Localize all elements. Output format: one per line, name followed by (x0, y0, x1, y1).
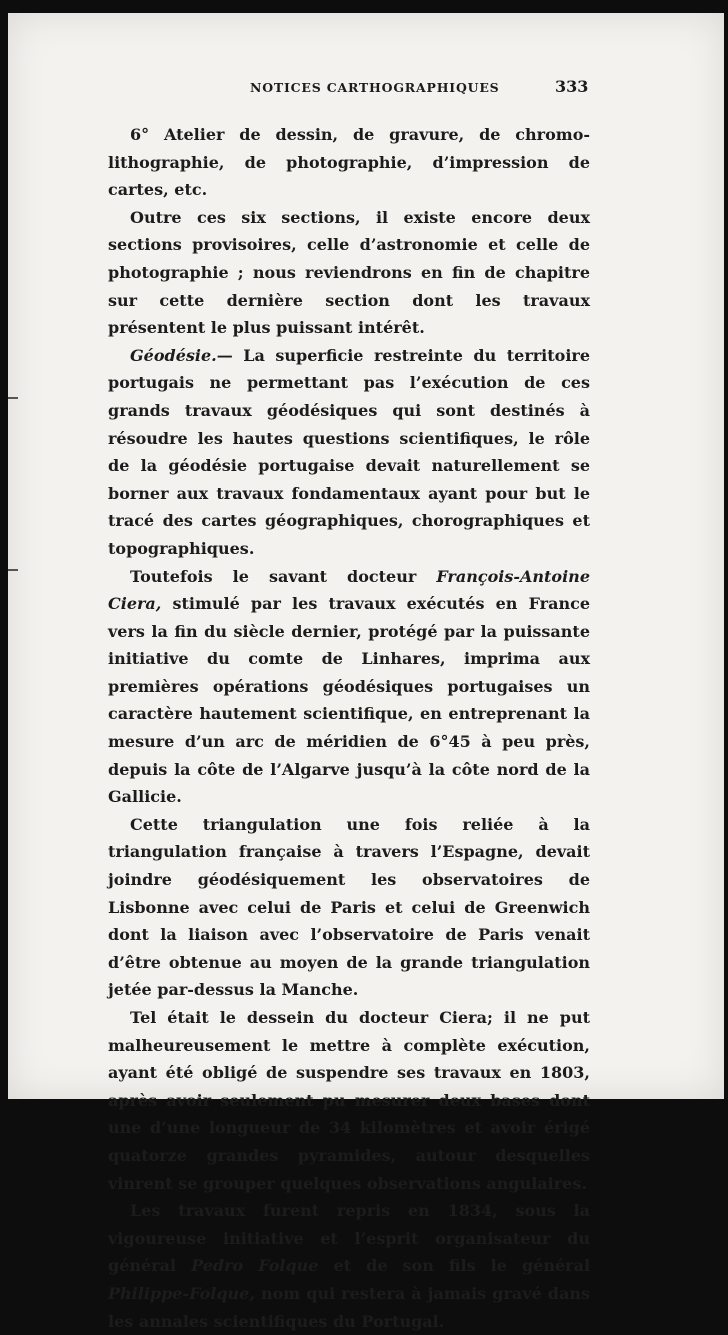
paragraph (108, 811, 590, 1004)
paragraph (108, 342, 590, 563)
text-segment: Tel était le dessein du docteur Ciera; il ne put malheureusement le mettre à complète exécution, ayant été obligé de suspendre ses travaux en 1803, après avoir seulement pu mesurer deux bases dont une d’une longueur de 34 kilomètres et avoir érigé quatorze grandes pyramides, autour desquelles vinrent se grouper quelques observations angulaires. (108, 1008, 590, 1193)
paragraph (108, 204, 590, 342)
italic-text: Philippe-Folque, (108, 1283, 255, 1303)
text-segment: nom qui restera à jamais gravé dans les annales scientifiques du Portugal. (108, 1283, 590, 1331)
edge-mark (8, 569, 18, 571)
text-segment: Outre ces six sections, il existe encore deux sections provisoires, celle d’astronomie et celle de photographie ; nous reviendrons en fin de chapitre sur cette dernière section dont les travaux présentent le plus puissant intérêt. (108, 207, 590, 338)
paragraph (108, 563, 590, 811)
text-segment: Les travaux furent repris en 1834, sous la vigoureuse initiative et l’esprit organisateur du général (108, 1201, 590, 1276)
body-text (108, 121, 590, 1335)
italic-text: Pedro Folque (191, 1256, 319, 1276)
page-header (250, 77, 728, 101)
page-number: 333 (555, 77, 589, 96)
text-segment: 6° Atelier de dessin, de gravure, de chromo-lithographie, de photographie, d’impression de cartes, etc. (108, 125, 590, 200)
paragraph (108, 121, 590, 204)
italic-text: Géodésie. (130, 345, 217, 365)
paragraph (108, 1197, 590, 1335)
running-title: NOTICES CARTHOGRAPHIQUES (250, 80, 500, 95)
text-segment: et de son fils le général (318, 1256, 591, 1276)
italic-text: François-Antoine Ciera, (108, 566, 590, 614)
text-segment: Cette triangulation une fois reliée à la triangulation française à travers l’Espagne, devait joindre géodésiquement les observatoires de Lisbonne avec celui de Paris et celui de Greenwich dont la liaison avec l’observatoire de Paris venait d’être obtenue au moyen de la grande triangulation jetée par-dessus la Manche. (108, 814, 590, 1000)
edge-mark (8, 397, 18, 399)
text-segment: Toutefois le savant docteur (130, 566, 437, 586)
text-segment: stimulé par les travaux exécutés en France vers la fin du siècle dernier, protégé par la puissante initiative du comte de Linhares, imprima aux premières opérations géodésiques portugaises un caractère hautement scientifique, en entreprenant la mesure d’un arc de méridien de 6°45 à peu près, depuis la côte de l’Algarve jusqu’à la côte nord de la Gallicie. (108, 594, 590, 807)
paragraph (108, 1004, 590, 1197)
text-segment: — La superficie restreinte du territoire portugais ne permettant pas l’exécution de ces grands travaux géodésiques qui sont destinés à résoudre les hautes questions scientifiques, le rôle de la géodésie portugaise devait naturellement se borner aux travaux fondamentaux ayant pour but le tracé des cartes géographiques, chorographiques et topographiques. (108, 345, 590, 558)
